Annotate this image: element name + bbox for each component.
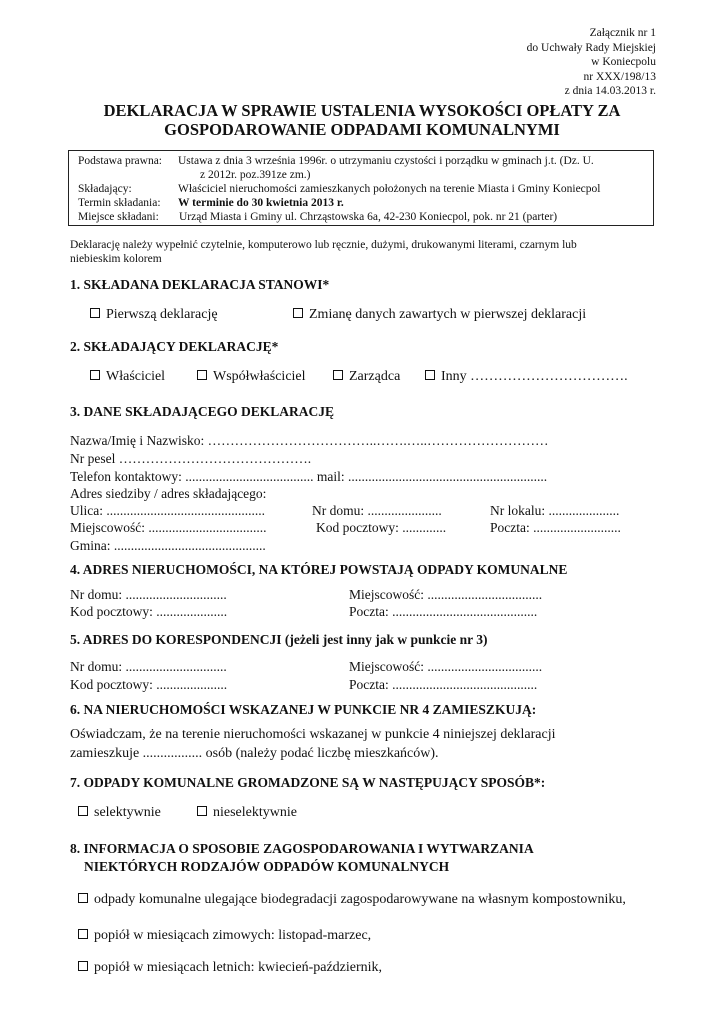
deadline-label: Termin składania:	[78, 197, 161, 209]
checkbox[interactable]	[78, 961, 88, 971]
option-label: popiół w miesiącach zimowych: listopad-marzec,	[94, 928, 372, 943]
annex-line: Załącznik nr 1	[589, 27, 656, 39]
option-label: Zarządca	[349, 369, 401, 384]
corr-post-field[interactable]: Poczta: ...........................................	[349, 677, 538, 692]
address-label: Adres siedziby / adres składającego:	[70, 486, 267, 501]
flat-number-field[interactable]: Nr lokalu: .....................	[490, 503, 620, 518]
post-office-field[interactable]: Poczta: ..........................	[490, 520, 621, 535]
option-label: Właściciel	[106, 369, 166, 384]
checkbox[interactable]	[197, 370, 207, 380]
option-selective[interactable]	[78, 805, 161, 821]
section-3-heading: 3. DANE SKŁADAJĄCEGO DEKLARACJĘ	[70, 404, 335, 419]
annex-header	[527, 26, 656, 99]
option-compost[interactable]	[78, 892, 626, 908]
commune-field[interactable]: Gmina: .............................................	[70, 538, 266, 553]
checkbox[interactable]	[293, 308, 303, 318]
checkbox[interactable]	[78, 893, 88, 903]
deadline-value: W terminie do 30 kwietnia 2013 r.	[178, 197, 344, 209]
option-co-owner[interactable]	[197, 369, 306, 385]
postcode-field[interactable]: Kod pocztowy: .............	[316, 520, 447, 535]
checkbox[interactable]	[78, 929, 88, 939]
checkbox[interactable]	[333, 370, 343, 380]
corr-city-field[interactable]: Miejscowość: ..................................	[349, 659, 543, 674]
submitter-label: Składający:	[78, 183, 132, 195]
residents-statement: Oświadczam, że na terenie nieruchomości wskazanej w punkcie 4 niniejszej deklaracji	[70, 727, 556, 742]
section-8-heading-cont: NIEKTÓRYCH RODZAJÓW ODPADÓW KOMUNALNYCH	[84, 859, 450, 874]
section-8-heading: 8. INFORMACJA O SPOSOBIE ZAGOSPODAROWANIA I WYTWARZANIA	[70, 841, 534, 856]
option-ash-summer[interactable]	[78, 960, 382, 976]
submitter-value: Właściciel nieruchomości zamieszkanych położonych na terenie Miasta i Gminy Koniecpol	[178, 183, 601, 195]
section-6-heading: 6. NA NIERUCHOMOŚCI WSKAZANEJ W PUNKCIE NR 4 ZAMIESZKUJĄ:	[70, 702, 537, 717]
annex-line: z dnia 14.03.2013 r.	[564, 85, 656, 98]
option-ash-winter[interactable]	[78, 928, 371, 944]
corr-postcode-field[interactable]: Kod pocztowy: .....................	[70, 677, 228, 692]
street-field[interactable]: Ulica: ...............................................	[70, 503, 265, 518]
title-line-1: DEKLARACJA W SPRAWIE USTALENIA WYSOKOŚCI OPŁATY ZA	[103, 101, 621, 120]
instruction-line-1: Deklarację należy wypełnić czytelnie, komputerowo lub ręcznie, dużymi, drukowanymi literami, czarnym lub	[70, 239, 577, 251]
section-2-heading: 2. SKŁADAJĄCY DEKLARACJĘ*	[70, 339, 279, 354]
annex-line: w Koniecpolu	[591, 56, 656, 69]
property-postcode-field[interactable]: Kod pocztowy: .....................	[70, 604, 228, 619]
instruction	[70, 238, 656, 266]
place-value: Urząd Miasta i Gminy ul. Chrząstowska 6a, 42-230 Koniecpol, pok. nr 21 (parter)	[179, 211, 558, 223]
option-manager[interactable]	[333, 369, 400, 385]
title-line-2: GOSPODAROWANIE ODPADAMI KOMUNALNYMI	[164, 120, 560, 139]
residents-count-field[interactable]: zamieszkuje ................. osób (należy podać liczbę mieszkańców).	[70, 746, 439, 761]
house-number-field[interactable]: Nr domu: ......................	[312, 503, 442, 518]
place-label: Miejsce składani:	[78, 211, 159, 223]
option-first-declaration[interactable]	[90, 307, 218, 323]
checkbox[interactable]	[78, 806, 88, 816]
corr-house-field[interactable]: Nr domu: ..............................	[70, 659, 227, 674]
basis-value: Ustawa z dnia 3 września 1996r. o utrzymaniu czystości i porządku w gminach j.t. (Dz. U.	[178, 155, 594, 167]
property-post-field[interactable]: Poczta: ...........................................	[349, 604, 538, 619]
pesel-field[interactable]: Nr pesel …………………………………….	[70, 451, 312, 466]
checkbox[interactable]	[90, 308, 100, 318]
option-label: odpady komunalne ulegające biodegradacji zagospodarowywane na własnym kompostowniku,	[94, 892, 626, 907]
document-title	[0, 101, 724, 139]
option-label: popiół w miesiącach letnich: kwiecień-październik,	[94, 960, 383, 975]
option-other[interactable]	[425, 369, 628, 385]
section-7-heading: 7. ODPADY KOMUNALNE GROMADZONE SĄ W NASTĘPUJĄCY SPOSÓB*:	[70, 775, 546, 790]
option-label: Pierwszą deklarację	[106, 307, 218, 322]
phone-mail-field[interactable]: Telefon kontaktowy: ...................................... mail: ...........................................................	[70, 469, 548, 484]
property-city-field[interactable]: Miejscowość: ..................................	[349, 587, 543, 602]
basis-label: Podstawa prawna:	[78, 155, 162, 167]
option-label: Zmianę danych zawartych w pierwszej deklaracji	[309, 307, 587, 322]
name-field[interactable]: Nazwa/Imię i Nazwisko: ………………………………..…….…..………………………	[70, 433, 549, 448]
checkbox[interactable]	[197, 806, 207, 816]
checkbox[interactable]	[425, 370, 435, 380]
option-owner[interactable]	[90, 369, 165, 385]
section-1-heading: 1. SKŁADANA DEKLARACJA STANOWI*	[70, 277, 330, 292]
property-house-field[interactable]: Nr domu: ..............................	[70, 587, 227, 602]
checkbox[interactable]	[90, 370, 100, 380]
city-field[interactable]: Miejscowość: ...................................	[70, 520, 267, 535]
option-non-selective[interactable]	[197, 805, 297, 821]
basis-value-cont: z 2012r. poz.391ze zm.)	[200, 169, 311, 181]
option-label: Współwłaściciel	[213, 369, 306, 384]
info-box	[68, 150, 654, 226]
option-label: nieselektywnie	[213, 805, 297, 820]
instruction-line-2: niebieskim kolorem	[70, 253, 162, 265]
option-label: Inny …………………………….	[441, 369, 628, 384]
option-change-declaration[interactable]	[293, 307, 586, 323]
annex-line: do Uchwały Rady Miejskiej	[526, 41, 656, 54]
option-label: selektywnie	[94, 805, 161, 820]
section-5-heading: 5. ADRES DO KORESPONDENCJI (jeżeli jest inny jak w punkcie nr 3)	[70, 632, 488, 647]
annex-line: nr XXX/198/13	[583, 70, 656, 83]
section-4-heading: 4. ADRES NIERUCHOMOŚCI, NA KTÓREJ POWSTAJĄ ODPADY KOMUNALNE	[70, 562, 568, 577]
